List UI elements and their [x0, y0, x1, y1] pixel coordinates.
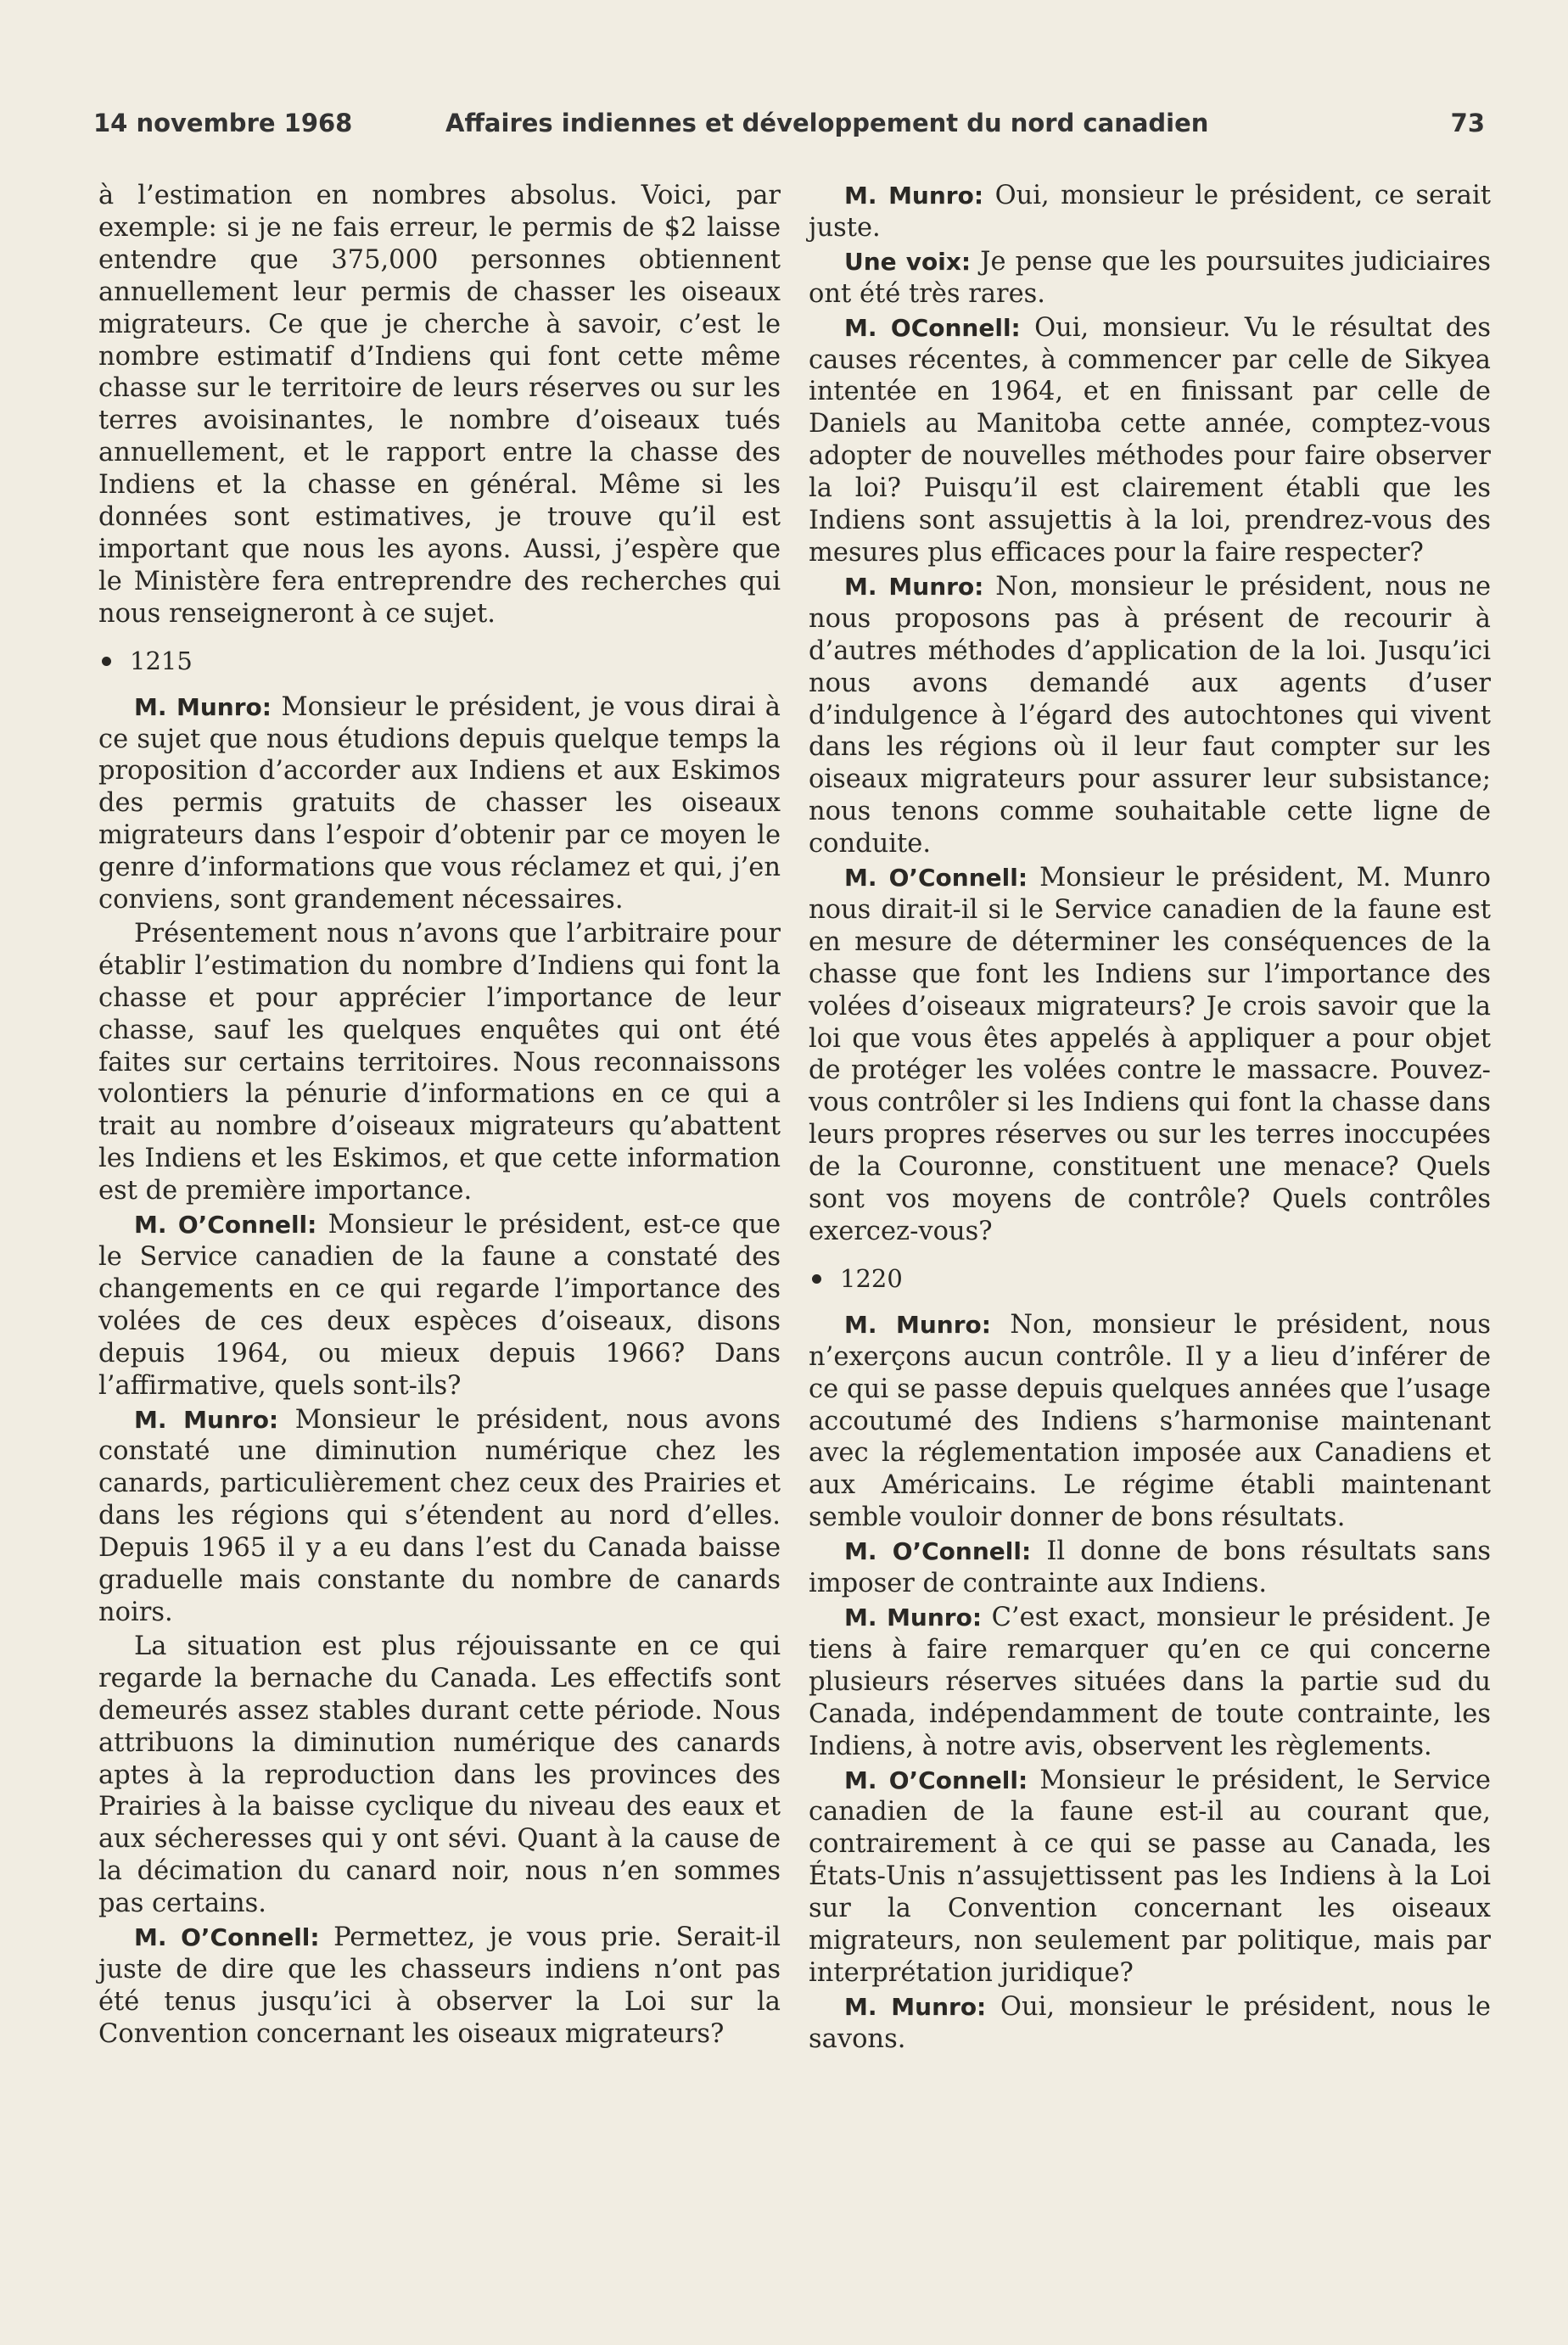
paragraph: [98, 1209, 781, 1402]
paragraph-text: Présentement nous n’avons que l’arbitraire pour établir l’estimation du nombre d’Indiens qui font la chasse et pour apprécier l’importance de leur chasse, sauf les quelques enquêtes qui ont été faites sur certains territoires. Nous reconnaissons volontiers la pénurie d’informations en ce qui a trait au nombre d’oiseaux migrateurs qu’abattent les Indiens et les Eskimos, et que cette information est de première importance.: [98, 918, 781, 1206]
paragraph: [809, 862, 1491, 1248]
page-number: 73: [1450, 109, 1485, 137]
paragraph-text: Monsieur le président, M. Munro nous dirait-il si le Service canadien de la faune est en mesure de déterminer les conséquences de la chasse que font les Indiens sur l’importance des volées d’oiseaux migrateurs? Je crois savoir que la loi que vous êtes appelés à appliquer a pour objet de protéger les volées contre le massacre. Pouvez-vous contrôler si les Indiens qui font la chasse dans leurs propres réserves ou sur les terres inoccupées de la Couronne, constituent une menace? Quels sont vos moyens de contrôle? Quels contrôles exercez-vous?: [809, 863, 1491, 1246]
paragraph: [809, 1309, 1491, 1534]
paragraph: [809, 180, 1491, 244]
speaker-name: M. Munro:: [844, 1603, 983, 1631]
speaker-name: M. Munro:: [134, 1405, 279, 1434]
paragraph-text: Permettez, je vous prie. Serait-il juste de dire que les chasseurs indiens n’ont pas été tenus jusqu’ici à observer la Loi sur la Convention concernant les oiseaux migrateurs?: [98, 1922, 781, 2049]
paragraph-text: Monsieur le président, je vous dirai à ce sujet que nous étudions depuis quelque temps la proposition d’accorder aux Indiens et aux Eskimos des permis gratuits de chasser les oiseaux migrateurs dans l’espoir d’obtenir par ce moyen le genre d’informations que vous réclamez et qui, j’en conviens, sont grandement nécessaires.: [98, 691, 781, 915]
paragraph-text: Non, monsieur le président, nous n’exerçons aucun contrôle. Il y a lieu d’inférer de ce qui se passe depuis quelques années que l’usage accoutumé des Indiens s’harmonise maintenant avec la réglementation imposée aux Canadiens et aux Américains. Le régime établi maintenant semble vouloir donner de bons résultats.: [809, 1309, 1491, 1533]
time-label: 1215: [130, 646, 193, 675]
paragraph-text: Monsieur le président, est-ce que le Service canadien de la faune a constaté des changements en ce qui regarde l’importance des volées de ces deux espèces d’oiseaux, disons depuis 1964, ou mieux depuis 1966? Dans l’affirmative, quels sont-ils?: [98, 1210, 781, 1401]
paragraph: [98, 918, 781, 1207]
speaker-name: M. Munro:: [844, 1310, 991, 1339]
paragraph-text: Oui, monsieur le président, ce serait juste.: [809, 181, 1491, 243]
paragraph: [809, 312, 1491, 569]
speaker-name: M. Munro:: [844, 572, 984, 601]
paragraph-text: C’est exact, monsieur le président. Je tiens à faire remarquer qu’en ce qui concerne plusieurs réserves situées dans la partie sud du Canada, indépendamment de toute contrainte, les Indiens, à notre avis, observent les règlements.: [809, 1602, 1491, 1761]
speaker-name: M. OConnell:: [844, 313, 1021, 342]
left-column: [98, 180, 781, 2052]
paragraph-text: Monsieur le président, le Service canadien de la faune est-il au courant que, contrairement à ce qui se passe au Canada, les États-Unis n’assujettissent pas les Indiens à la Loi sur la Convention concernant les oiseaux migrateurs, non seulement par politique, mais par interprétation juridique?: [809, 1765, 1491, 1988]
paragraph: [98, 1631, 781, 1920]
time-marker: [809, 1263, 1491, 1296]
paragraph: [809, 246, 1491, 311]
paragraph: [809, 1765, 1491, 1990]
speaker-name: M. O’Connell:: [844, 1766, 1028, 1794]
speaker-name: M. Munro:: [134, 692, 272, 721]
paragraph-text: Il donne de bons résultats sans imposer de contrainte aux Indiens.: [809, 1536, 1491, 1599]
paragraph-text: Monsieur le président, nous avons constaté une diminution numérique chez les canards, particulièrement chez ceux des Prairies et dans les régions qui s’étendent au nord d’elles. Depuis 1965 il y a eu dans l’est du Canada baisse graduelle mais constante du nombre de canards noirs.: [98, 1404, 781, 1627]
paragraph: [809, 1602, 1491, 1763]
speaker-name: M. O’Connell:: [844, 1537, 1032, 1566]
paragraph: [809, 1536, 1491, 1600]
paragraph-text: Oui, monsieur le président, nous le savons.: [809, 1991, 1491, 2054]
paragraph: [98, 1404, 781, 1629]
speaker-name: M. Munro:: [844, 1992, 987, 2021]
time-label: 1220: [840, 1263, 903, 1293]
speaker-name: M. O’Connell:: [134, 1211, 317, 1240]
paragraph: [809, 571, 1491, 860]
speaker-name: M. Munro:: [844, 182, 984, 210]
speaker-name: Une voix:: [844, 247, 972, 276]
paragraph-text: Non, monsieur le président, nous ne nous proposons pas à présent de recourir à d’autres méthodes d’application de la loi. Jusqu’ici nous avons demandé aux agents d’user d’indulgence à l’égard des autochtones qui vivent dans les régions où il leur faut compter sur les oiseaux migrateurs pour assurer leur subsistance; nous tenons comme souhaitable cette ligne de conduite.: [809, 571, 1491, 859]
header-title: Affaires indiennes et développement du nord canadien: [445, 109, 1209, 137]
header-date: 14 novembre 1968: [93, 109, 353, 137]
paragraph-text: Je pense que les poursuites judiciaires ont été très rares.: [809, 246, 1491, 309]
right-column: [809, 180, 1491, 2057]
paragraph-text: Oui, monsieur. Vu le résultat des causes récentes, à commencer par celle de Sikyea intentée en 1964, et en finissant par celle de Daniels au Manitoba cette année, comptez-vous adopter de nouvelles méthodes pour faire observer la loi? Puisqu’il est clairement établi que les Indiens sont assujettis à la loi, prendrez-vous des mesures plus efficaces pour la faire respecter?: [809, 312, 1492, 568]
paragraph: [98, 180, 781, 630]
bullet-icon: [102, 657, 111, 666]
paragraph-text: à l’estimation en nombres absolus. Voici, par exemple: si je ne fais erreur, le permis de $2 laisse entendre que 375,000 personnes obtiennent annuellement leur permis de chasser les oiseaux migrateurs. Ce que je cherche à savoir, c’est le nombre estimatif d’Indiens qui font cette même chasse sur le territoire de leurs réserves ou sur les terres avoisinantes, le nombre d’oiseaux tués annuellement, et le rapport entre la chasse des Indiens et la chasse en général. Même si les données sont estimatives, je trouve qu’il est important que nous les ayons. Aussi, j’espère que le Ministère fera entreprendre des recherches qui nous renseigneront à ce sujet.: [98, 181, 781, 629]
speaker-name: M. O’Connell:: [134, 1923, 320, 1952]
paragraph: [98, 1922, 781, 2051]
paragraph: [98, 691, 781, 916]
paragraph: [809, 1991, 1491, 2056]
bullet-icon: [812, 1274, 821, 1284]
running-header: [93, 109, 1485, 146]
time-marker: [98, 646, 781, 678]
speaker-name: M. O’Connell:: [844, 864, 1028, 893]
paragraph-text: La situation est plus réjouissante en ce qui regarde la bernache du Canada. Les effectifs sont demeurés assez stables durant cette période. Nous attribuons la diminution numérique des canards aptes à la reproduction dans les provinces des Prairies à la baisse cyclique du niveau des eaux et aux sécheresses qui y ont sévi. Quant à la cause de la décimation du canard noir, nous n’en sommes pas certains.: [98, 1631, 781, 1919]
